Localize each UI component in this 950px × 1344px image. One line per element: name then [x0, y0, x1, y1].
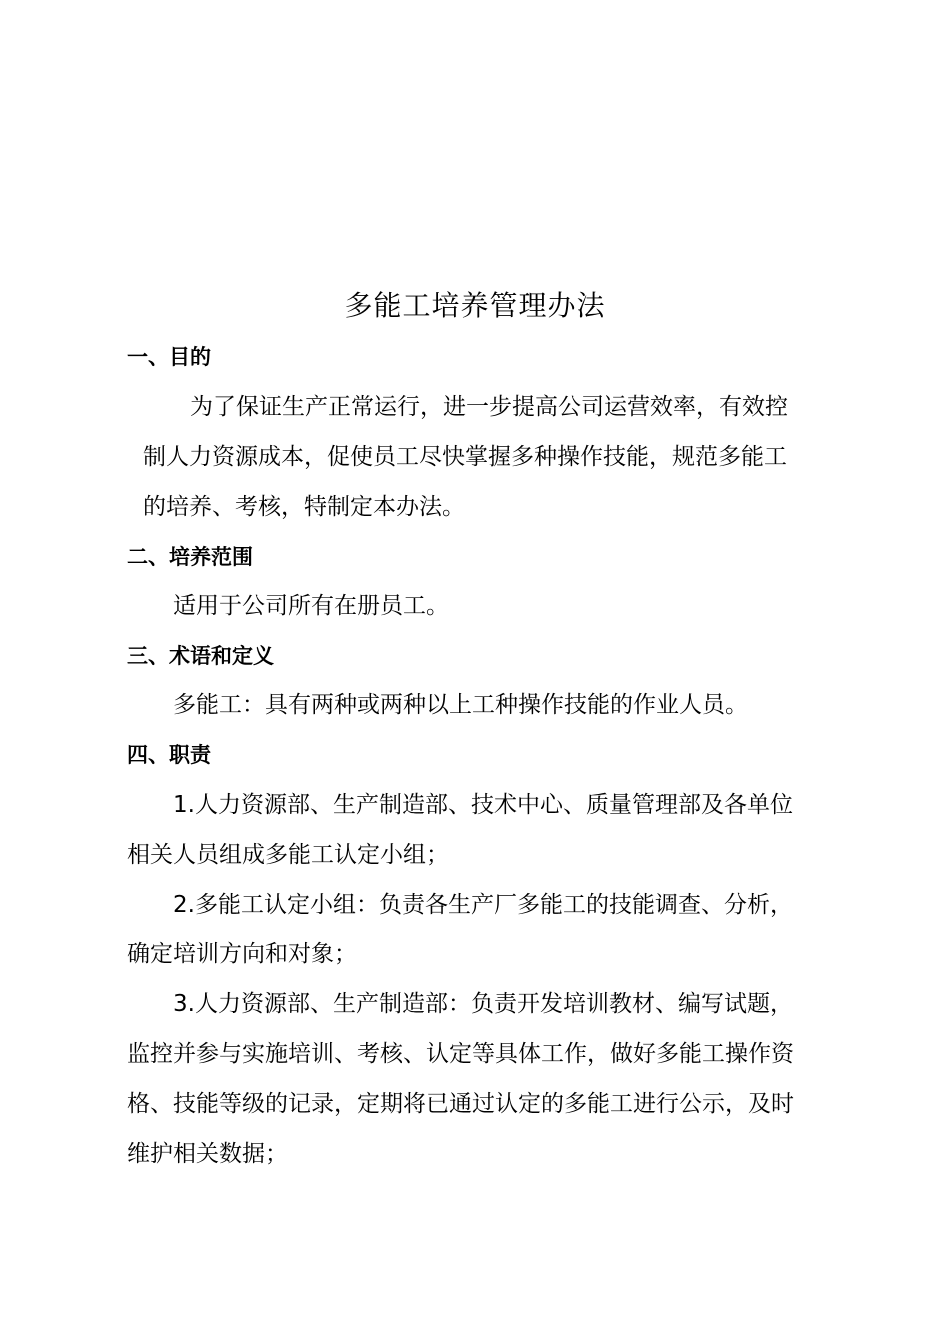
document-title: 多能工培养管理办法	[344, 289, 606, 322]
list-item-line: 1.人力资源部、生产制造部、技术中心、质量管理部及各单位	[173, 792, 793, 818]
list-item-line: 维护相关数据；	[127, 1141, 288, 1167]
section-heading-responsibilities: 四、职责	[127, 743, 211, 767]
list-item-line: 2.多能工认定小组：负责各生产厂多能工的技能调查、分析，	[173, 892, 793, 918]
section-heading-purpose: 一、目的	[127, 345, 211, 369]
paragraph-line: 为了保证生产正常运行，进一步提高公司运营效率，有效控	[190, 394, 788, 420]
list-item-line: 相关人员组成多能工认定小组；	[127, 842, 449, 868]
paragraph-line: 多能工：具有两种或两种以上工种操作技能的作业人员。	[173, 692, 748, 718]
section-heading-terms: 三、术语和定义	[127, 644, 274, 668]
list-item-line: 格、技能等级的记录，定期将已通过认定的多能工进行公示，及时	[127, 1091, 794, 1117]
section-heading-scope: 二、培养范围	[127, 545, 253, 569]
list-item-line: 确定培训方向和对象；	[127, 941, 357, 967]
paragraph-line: 适用于公司所有在册员工。	[173, 593, 449, 619]
paragraph-line: 的培养、考核，特制定本办法。	[143, 494, 465, 520]
list-item-line: 3.人力资源部、生产制造部：负责开发培训教材、编写试题，	[173, 991, 793, 1017]
list-item-line: 监控并参与实施培训、考核、认定等具体工作，做好多能工操作资	[127, 1041, 794, 1067]
paragraph-line: 制人力资源成本，促使员工尽快掌握多种操作技能，规范多能工	[143, 444, 787, 470]
